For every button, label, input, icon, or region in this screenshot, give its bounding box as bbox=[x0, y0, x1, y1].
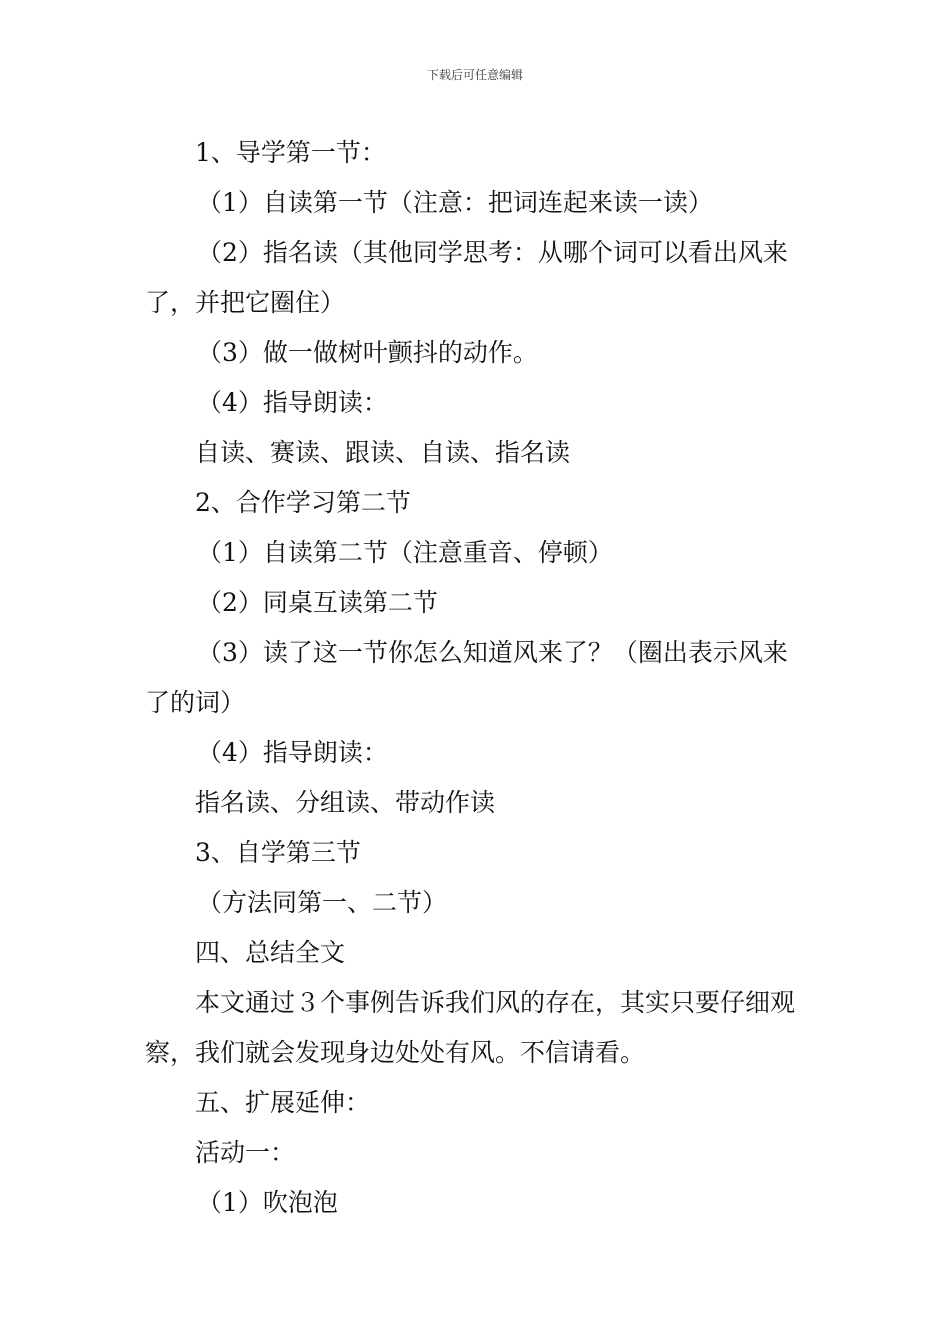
body-line: 2、合作学习第二节 bbox=[195, 488, 411, 517]
body-line: 本文通过３个事例告诉我们风的存在，其实只要仔细观 bbox=[195, 988, 796, 1017]
body-line: 活动一： bbox=[195, 1138, 296, 1167]
body-line: （4）指导朗读： bbox=[197, 738, 388, 767]
body-line: （1）自读第二节（注意重音、停顿） bbox=[197, 538, 613, 567]
body-line: 五、扩展延伸： bbox=[195, 1088, 371, 1117]
body-line: 察，我们就会发现身边处处有风。不信请看。 bbox=[145, 1038, 646, 1067]
body-line: （4）指导朗读： bbox=[197, 388, 388, 417]
body-line: 指名读、分组读、带动作读 bbox=[195, 788, 496, 817]
body-line: 了的词） bbox=[145, 688, 246, 717]
document-body bbox=[145, 128, 810, 1228]
body-line: （3）读了这一节你怎么知道风来了？（圈出表示风来 bbox=[197, 638, 788, 667]
body-line: （1）自读第一节（注意：把词连起来读一读） bbox=[197, 188, 713, 217]
body-line: （1）吹泡泡 bbox=[197, 1188, 338, 1217]
body-line: 1、导学第一节： bbox=[195, 138, 386, 167]
page-header: 下载后可任意编辑 bbox=[426, 68, 523, 82]
body-line: 3、自学第三节 bbox=[195, 838, 361, 867]
body-line: （方法同第一、二节） bbox=[197, 888, 448, 917]
body-line: 自读、赛读、跟读、自读、指名读 bbox=[195, 438, 571, 467]
body-line: （2）指名读（其他同学思考：从哪个词可以看出风来 bbox=[197, 238, 788, 267]
body-line: 了，并把它圈住） bbox=[145, 288, 346, 317]
body-line: 四、总结全文 bbox=[195, 938, 346, 967]
body-line: （3）做一做树叶颤抖的动作。 bbox=[197, 338, 538, 367]
body-line: （2）同桌互读第二节 bbox=[197, 588, 438, 617]
